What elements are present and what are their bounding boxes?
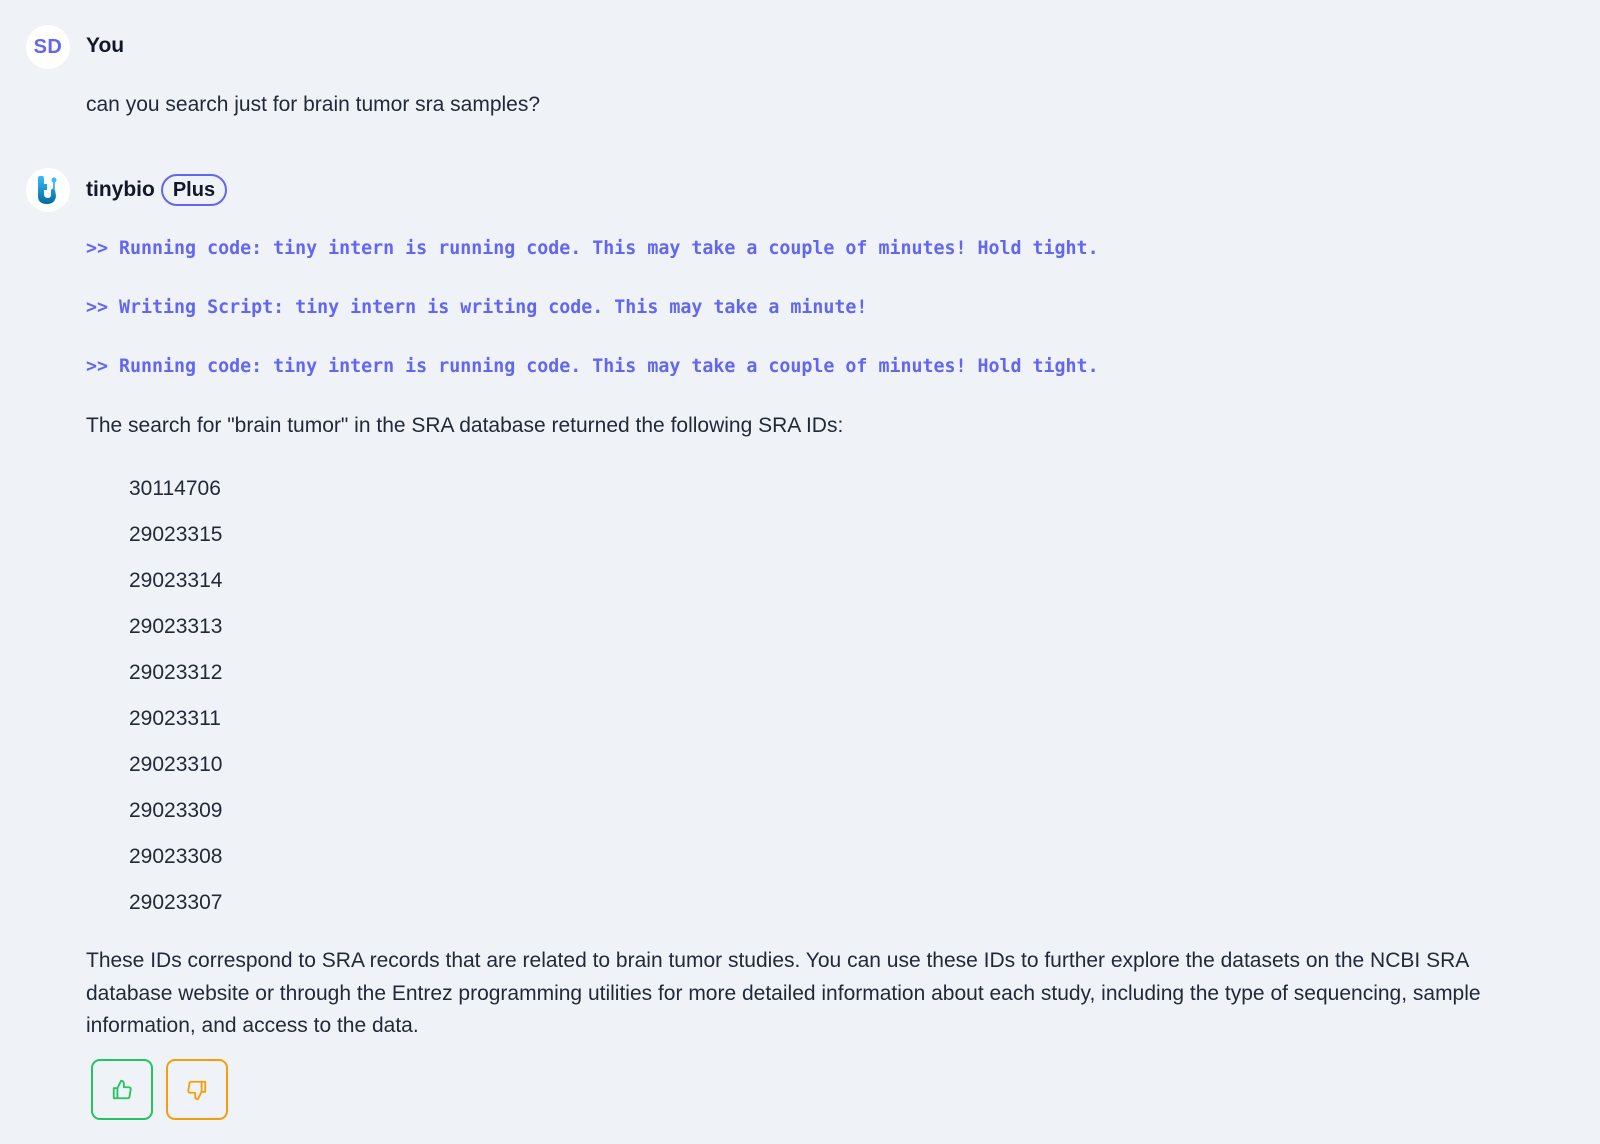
thumbs-up-button[interactable] bbox=[91, 1059, 153, 1120]
sra-id-item: 29023314 bbox=[129, 569, 223, 592]
results-intro: The search for "brain tumor" in the SRA database returned the following SRA IDs: bbox=[86, 414, 844, 437]
sra-id-list bbox=[129, 471, 222, 931]
plan-badge: Plus bbox=[161, 174, 227, 206]
tinybio-logo-icon bbox=[35, 176, 61, 204]
sra-id-item: 29023309 bbox=[129, 799, 223, 822]
status-line: >> Running code: tiny intern is running code. This may take a couple of minutes! Hold tight. bbox=[86, 356, 1099, 377]
sra-id-item: 30114706 bbox=[129, 477, 221, 500]
assistant-avatar bbox=[26, 168, 70, 212]
user-sender-name: You bbox=[86, 34, 125, 57]
sra-id-item: 29023307 bbox=[129, 891, 223, 914]
sra-id-item: 29023308 bbox=[129, 845, 223, 868]
sra-id-item: 29023311 bbox=[129, 707, 221, 730]
sra-id-item: 29023313 bbox=[129, 615, 223, 638]
assistant-sender-name: tinybio bbox=[86, 178, 155, 201]
assistant-sender bbox=[86, 174, 227, 206]
thumbs-up-icon bbox=[111, 1079, 133, 1101]
thumbs-down-button[interactable] bbox=[166, 1059, 228, 1120]
sra-id-item: 29023315 bbox=[129, 523, 223, 546]
user-avatar bbox=[26, 25, 70, 69]
results-summary: These IDs correspond to SRA records that are related to brain tumor studies. You can use these IDs to further explore the datasets on the NCBI SRA database website or through the Entrez programming utilities for more detailed information about each study, including the type of sequencing, sample information, and access to the data. bbox=[86, 949, 1481, 1037]
status-line: >> Writing Script: tiny intern is writing code. This may take a minute! bbox=[86, 297, 868, 318]
thumbs-down-icon bbox=[186, 1079, 208, 1101]
sra-id-item: 29023312 bbox=[129, 661, 223, 684]
status-line: >> Running code: tiny intern is running code. This may take a couple of minutes! Hold tight. bbox=[86, 238, 1099, 259]
sra-id-item: 29023310 bbox=[129, 753, 223, 776]
user-avatar-initials: SD bbox=[33, 35, 63, 58]
user-message-text: can you search just for brain tumor sra samples? bbox=[86, 93, 541, 116]
